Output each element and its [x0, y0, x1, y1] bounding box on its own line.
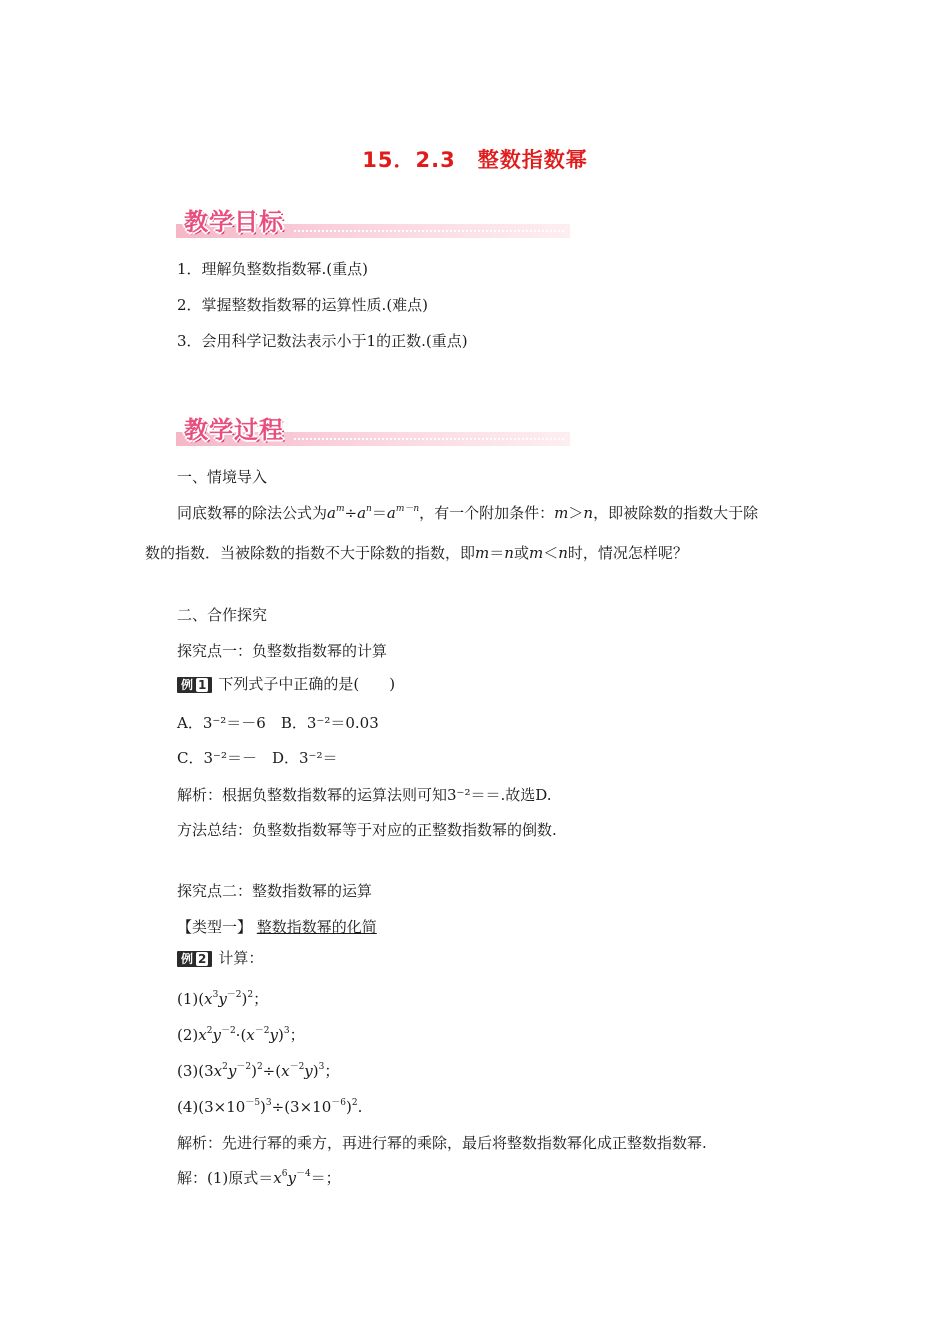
text: 解：(1)原式＝: [177, 1169, 274, 1187]
banner-label: 教学过程: [184, 416, 284, 444]
text: 数的指数．当被除数的指数不大于除数的指数，即: [145, 544, 476, 562]
formula: $a^{m-n}$: [386, 504, 420, 522]
page-title: 15．2.3 整数指数幂: [362, 148, 588, 172]
section-heading: 一、情境导入: [177, 468, 268, 486]
paragraph-line: 同底数幂的除法公式为$a^m\div a^n=a^{m-n}$，有一个附加条件：m＞n，即被除数的指数大于除: [177, 504, 759, 522]
example-stem: [177, 674, 395, 694]
section-banner-process: [176, 412, 570, 446]
goal-item: 1．理解负整数指数幂.(重点): [177, 260, 369, 278]
type-heading: [177, 917, 377, 937]
expression-item: $(2)x^2y^{-2}\cdot(x^{-2}y)^3$；: [177, 1026, 305, 1044]
expression-item: $(4)(3\times 10^{-5})^3\div(3\times 10^{-6})^2$.: [177, 1098, 363, 1116]
example-badge: 例 2: [177, 951, 212, 967]
example-stem: [177, 948, 263, 968]
banner-dots: [294, 230, 564, 232]
text: ，即被除数的指数大于除: [593, 504, 759, 522]
method-summary: 方法总结：负整数指数幂等于对应的正整数指数幂的倒数.: [177, 821, 557, 839]
stem-text: 下列式子中正确的是( ): [218, 675, 396, 693]
formula: n: [558, 544, 568, 562]
example-analysis: 解析：先进行幂的乘方，再进行幂的乘除，最后将整数指数幂化成正整数指数幂.: [177, 1134, 707, 1152]
formula: m: [475, 544, 490, 562]
formula: m: [528, 544, 544, 562]
formula: $a^m$: [327, 504, 345, 522]
goal-item: 2．掌握整数指数幂的运算性质.(难点): [177, 296, 429, 314]
text: ＝；: [310, 1169, 341, 1187]
text: ，有一个附加条件：: [419, 504, 555, 522]
banner-label: 教学目标: [184, 208, 284, 236]
type-name: 整数指数幂的化简: [256, 918, 377, 936]
banner-dots: [294, 438, 564, 440]
expression-item: $(1)(x^3y^{-2})^2$；: [177, 990, 269, 1008]
example-analysis: 解析：根据负整数指数幂的运算法则可知3⁻²＝＝.故选D.: [177, 786, 552, 804]
example-options: C．3⁻²＝－ D．3⁻²＝: [177, 749, 338, 767]
example-badge: 例 1: [177, 677, 212, 693]
formula: m: [554, 504, 569, 522]
text: 或: [513, 544, 529, 562]
subsection-heading: 探究点一：负整数指数幂的计算: [177, 642, 388, 660]
section-heading: 二、合作探究: [177, 606, 268, 624]
stem-text: 计算：: [218, 949, 264, 967]
formula: $a^n$: [357, 504, 372, 522]
expression-item: $(3)(3x^2y^{-2})^2\div(x^{-2}y)^3$；: [177, 1062, 340, 1080]
text: 同底数幂的除法公式为: [177, 504, 328, 522]
section-banner-goals: [176, 204, 570, 238]
goal-item: 3．会用科学记数法表示小于1的正数.(重点): [177, 332, 468, 350]
paragraph-line: 数的指数．当被除数的指数不大于除数的指数，即m＝n或m＜n时，情况怎样呢？: [145, 544, 688, 562]
example-options: A．3⁻²＝－6 B．3⁻²＝0.03: [177, 714, 379, 732]
formula: n: [504, 544, 514, 562]
formula: n: [583, 504, 594, 522]
subsection-heading: 探究点二：整数指数幂的运算: [177, 882, 373, 900]
type-bracket: 【类型一】: [177, 918, 253, 936]
text: 时，情况怎样呢？: [567, 544, 688, 562]
solution-line: 解：(1)原式$=x^6y^{-4}=$；: [177, 1169, 341, 1187]
